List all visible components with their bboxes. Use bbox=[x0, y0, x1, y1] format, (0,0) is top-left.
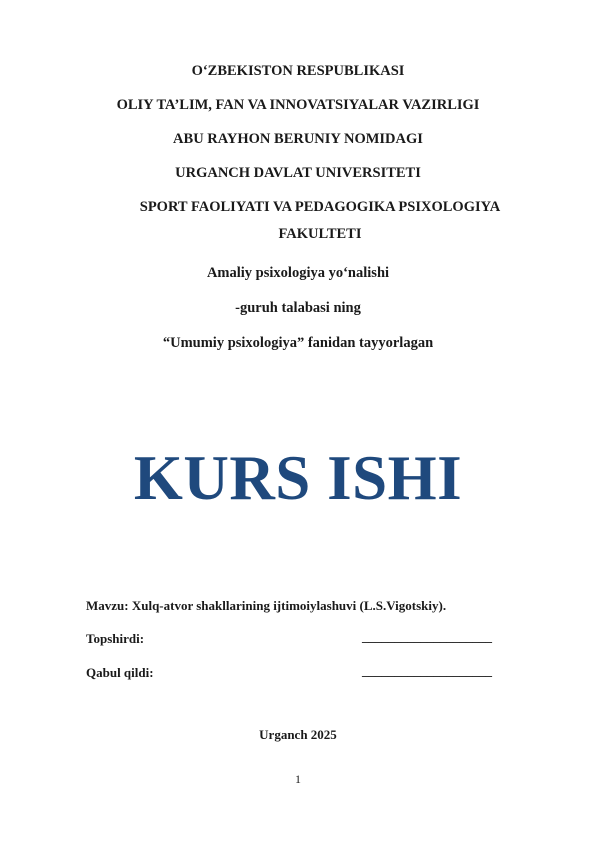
submitted-label: Topshirdi: bbox=[86, 631, 145, 646]
university-heading: URGANCH DAVLAT UNIVERSITETI bbox=[175, 165, 421, 181]
country-heading: O‘ZBEKISTON RESPUBLIKASI bbox=[191, 63, 405, 79]
document-title: KURS ISHI bbox=[133, 443, 463, 513]
page-number: 1 bbox=[295, 772, 301, 786]
accepted-label: Qabul qildi: bbox=[86, 665, 154, 680]
group-line: -guruh talabasi ning bbox=[235, 300, 361, 316]
direction-line: Amaliy psixologiya yo‘nalishi bbox=[206, 265, 390, 281]
faculty-heading: SPORT FAOLIYATI VA PEDAGOGIKA PSIXOLOGIYA FAKULTETI bbox=[139, 199, 501, 242]
accepted-signature-line: ____________________ bbox=[362, 663, 492, 678]
city-year: Urganch 2025 bbox=[259, 727, 337, 742]
submitted-signature-line: ____________________ bbox=[362, 629, 492, 644]
named-after-heading: ABU RAYHON BERUNIY NOMIDAGI bbox=[173, 131, 423, 147]
topic-line: Mavzu: Xulq-atvor shakllarining ijtimoiylashuvi (L.S.Vigotskiy). bbox=[86, 598, 447, 613]
subject-line: “Umumiy psixologiya” fanidan tayyorlagan bbox=[162, 335, 434, 351]
ministry-heading: OLIY TA’LIM, FAN VA INNOVATSIYALAR VAZIRLIGI bbox=[116, 97, 480, 113]
